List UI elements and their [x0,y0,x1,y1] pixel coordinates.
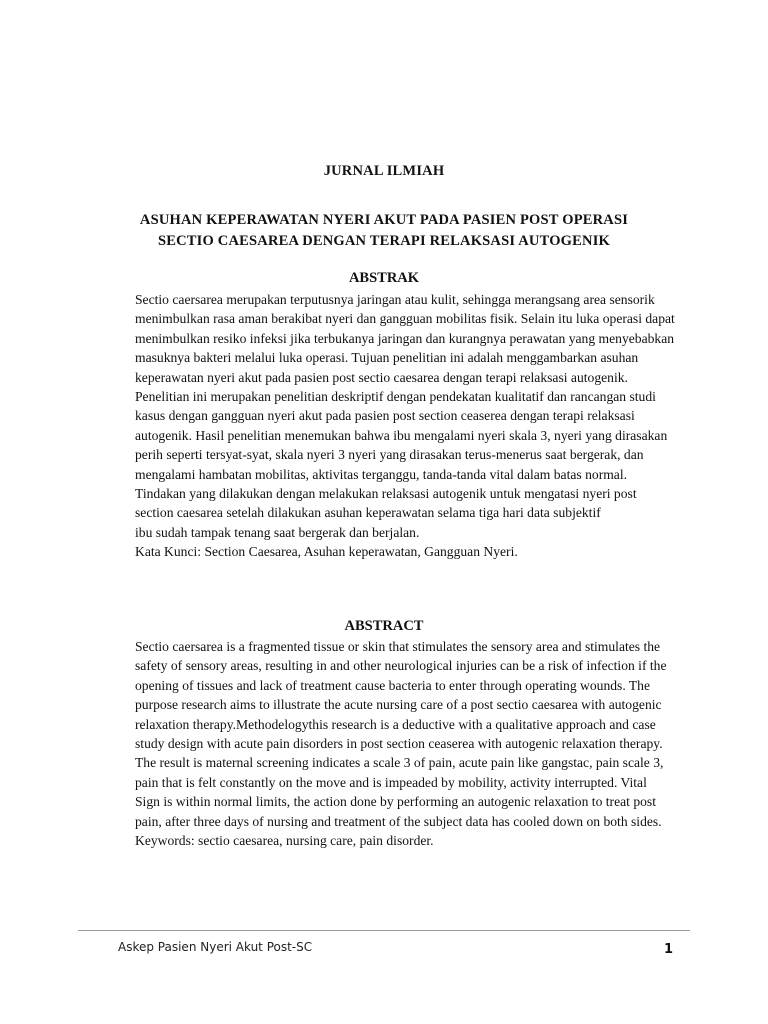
abstract-body [135,637,675,850]
abstrak-paragraph-2: Tindakan yang dilakukan dengan melakukan relaksasi autogenik untuk mengatasi nyeri post section caesarea setelah dilakukan asuhan keperawatan selama tiga hari data subjektif [135,486,637,521]
paper-title [100,210,668,252]
journal-title: JURNAL ILMIAH [323,163,445,179]
abstrak-body [135,290,675,562]
abstrak-keywords: Kata Kunci: Section Caesarea, Asuhan keperawatan, Gangguan Nyeri. [135,544,518,560]
abstrak-paragraph-1: Sectio caersarea merupakan terputusnya jaringan atau kulit, sehingga merangsang area sensorik menimbulkan rasa aman berakibat nyeri dan gangguan mobilitas fisik. Selain itu luka operasi dapat menimbulkan resiko infeksi jika terbukanya jaringan dan kurangnya perawatan yang menyebabkan masuknya bakteri melalui luka operasi. Tujuan penelitian ini adalah menggambarkan asuhan keperawatan nyeri akut pada pasien post sectio caesarea dengan terapi relaksasi autogenik. Penelitian ini merupakan penelitian deskriptif dengan pendekatan kualitatif dan rancangan studi kasus dengan gangguan nyeri akut pada pasien post section ceaserea dengan terapi relaksasi autogenik. Hasil penelitian menemukan bahwa ibu mengalami nyeri skala 3, nyeri yang dirasakan perih seperti tersyat-syat, skala nyeri 3 nyeri yang dirasakan terus-menerus saat bergerak, dan mengalami hambatan mobilitas, aktivitas terganggu, tanda-tanda vital dalam batas normal. [135,292,675,482]
abstrak-paragraph-3: ibu sudah tampak tenang saat bergerak dan berjalan. [135,524,420,540]
abstract-paragraph-1: Sectio caersarea is a fragmented tissue or skin that stimulates the sensory area and stimulates the safety of sensory areas, resulting in and other neurological injuries can be a risk of infection if the opening of tissues and lack of treatment cause bacteria to enter through operating wounds. The purpose research aims to illustrate the acute nursing care of a post sectio caesarea with autogenic relaxation therapy.Methodelogythis research is a deductive with a qualitative approach and case study design with acute pain disorders in post section ceaserea with autogenic relaxation therapy. The result is maternal screening indicates a scale 3 of pain, acute pain like gangstac, pain scale 3, pain that is felt constantly on the move and is impeaded by mobility, activity interrupted. Vital Sign is within normal limits, the action done by performing an autogenic relaxation to treat post pain, after three days of nursing and treatment of the subject data has cooled down on both sides. [135,639,667,829]
abstract-keywords: Keywords: sectio caesarea, nursing care, pain disorder. [135,833,434,849]
footer-running-title: Askep Pasien Nyeri Akut Post-SC [118,940,313,954]
abstrak-heading: ABSTRAK [348,270,420,286]
footer-divider [78,930,690,931]
paper-title-line-2: SECTIO CAESAREA DENGAN TERAPI RELAKSASI AUTOGENIK [157,233,611,249]
page-number: 1 [664,942,674,957]
abstract-heading: ABSTRACT [344,618,424,634]
paper-title-line-1: ASUHAN KEPERAWATAN NYERI AKUT PADA PASIEN POST OPERASI [139,212,629,228]
